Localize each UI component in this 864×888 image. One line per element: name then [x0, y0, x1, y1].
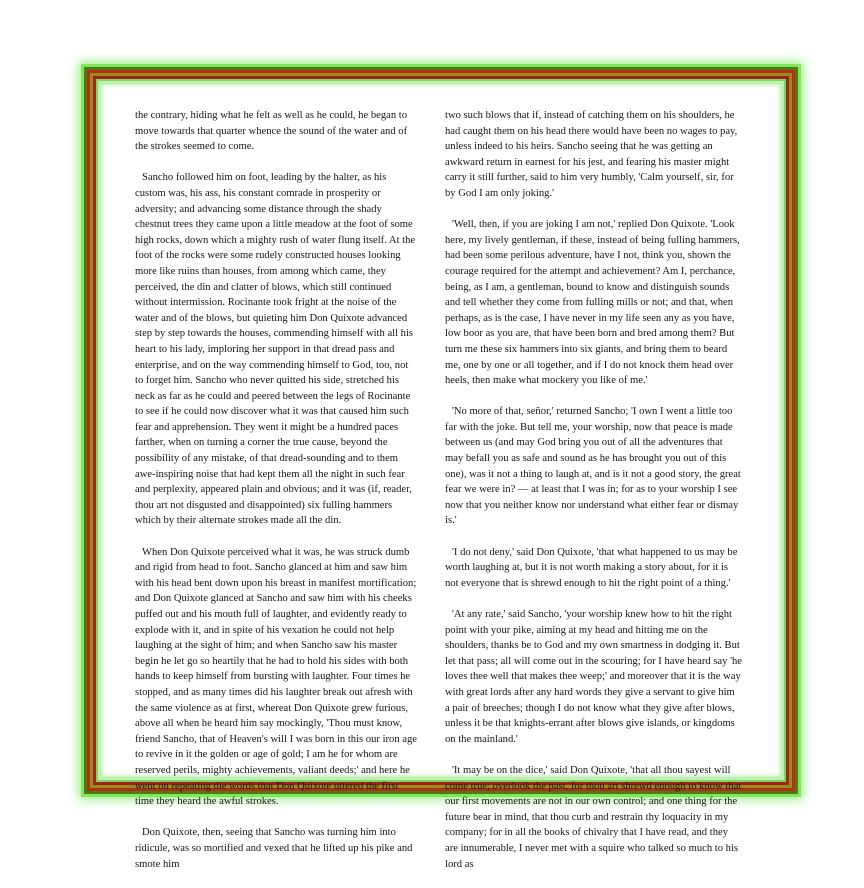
paragraph: When Don Quixote perceived what it was, he was struck dumb and rigid from head to foot. Sancho glanced at him and saw him with his head bent down upon his breast in manifest mortification; and Don Quixote glanced at Sancho and saw him with his cheeks puffed out and his mouth full of laughter, and evidently ready to explode with it, and in spite of his vexation he could not help laughing at the sight of him; and when Sancho saw his master begin he let go so heartily that he had to hold his sides with both hands to keep himself from bursting with laughter. Four times he stopped, and as many times did his laughter break out afresh with the same violence as at first, whereat Don Quixote grew furious, above all when he heard him say mockingly, 'Thou must know, friend Sancho, that of Heaven's will I was born in this our iron age to revive in it the golden or age of gold; I am he for whom are reserved perils, mighty achievements, valiant deeds;' and here he went on repeating the words that Don Quixote uttered the first time they heard the awful strokes. [135, 546, 417, 808]
paragraph: 'At any rate,' said Sancho, 'your worship knew how to hit the right point with your pike, aiming at my head and hitting me on the shoulders, thanks be to God and my own smartness in dodging it. But let that pass; all will come out in the scouring; for I have heard say 'he loves thee well that makes thee weep;' and moreover that it is the way with great lords after any hard words they give a servant to give him a pair of breeches; though I do not know what they give after blows, unless it be that knights-errant after blows give islands, or kingdoms on the mainland.' [445, 609, 742, 745]
paragraph: two such blows that if, instead of catching them on his shoulders, he had caught them on his head there would have been no wages to pay, unless indeed to his heirs. Sancho seeing that he was getting an awkward return in earnest for his jest, and fearing his master might carry it still further, said to him very humbly, 'Calm yourself, sir, for by God I am only joking.' [445, 110, 738, 199]
paragraph: Don Quixote, then, seeing that Sancho was turning him into ridicule, was so mortified and vexed that he lifted up his pike and smote him [135, 827, 413, 870]
document-page [98, 81, 784, 870]
paragraph: 'Well, then, if you are joking I am not,' replied Don Quixote. 'Look here, my lively gentleman, if these, instead of being fulling hammers, had been some perilous adventure, have I not, think you, shown the courage required for the attempt and achievement? Am I, perchance, being, as I am, a gentleman, bound to know and distinguish sounds and tell whether they come from fulling mills or not; and that, when perhaps, as is the case, I have never in my life seen any as you have, low boor as you are, that have been born and bred among them? But turn me these six hammers into six giants, and bring them to beard me, one by one or all together, and if I do not knock them head over heels, then make what mockery you like of me.' [445, 219, 740, 387]
paragraph: the contrary, hiding what he felt as well as he could, he began to move towards that quarter whence the sound of the water and of the strokes seemed to come. [135, 110, 408, 153]
right-text-column [445, 108, 742, 888]
paragraph: Sancho followed him on foot, leading by the halter, as his custom was, his ass, his constant comrade in prosperity or adversity; and advancing some distance through the shady chestnut trees they came upon a little meadow at the foot of some high rocks, down which a mighty rush of water flung itself. At the foot of the rocks were some rudely constructed houses looking more like ruins than houses, from among which came, they perceived, the din and clatter of blows, which still continued without intermission. Rocinante took fright at the noise of the water and of the blows, but quieting him Don Quixote advanced step by step towards the houses, commending himself with all his heart to his lady, imploring her support in that dread pass and enterprise, and on the way commending himself to God, too, not to forget him. Sancho who never quitted his side, stretched his neck as far as he could and peered between the legs of Rocinante to see if he could now discover what it was that caused him such fear and apprehension. They went it might be a hundred paces farther, when on turning a corner the true cause, beyond the possibility of any mistake, of that dread-sounding and to them awe-inspiring noise that had kept them all the night in such fear and perplexity, appeared plain and obvious; and it was (if, reader, thou art not disgusted and disappointed) six fulling hammers which by their alternate strokes made all the din. [135, 172, 416, 527]
paragraph: 'I do not deny,' said Don Quixote, 'that what happened to us may be worth laughing at, but it is not worth making a story about, for it is not everyone that is shrewd enough to hit the right point of a thing.' [445, 546, 738, 589]
paragraph: 'No more of that, señor,' returned Sancho; 'I own I went a little too far with the joke. But tell me, your worship, now that peace is made between us (and may God bring you out of all the adventures that may befall you as safe and sound as he has brought you out of this one), was it not a thing to laugh at, and is it not a good story, the great fear we were in? — at least that I was in; for as to your worship I see now that you neither know nor understand what either fear or dismay is.' [445, 406, 741, 527]
paragraph: 'It may be on the dice,' said Don Quixote, 'that all thou sayest will come true; overlook the past, for thou art shrewd enough to know that our first movements are not in our own control; and one thing for the future bear in mind, that thou curb and restrain thy loquacity in my company; for in all the books of chivalry that I have read, and they are innumerable, I never met with a squire who talked so much to his lord as [445, 764, 742, 870]
left-text-column [135, 108, 418, 888]
